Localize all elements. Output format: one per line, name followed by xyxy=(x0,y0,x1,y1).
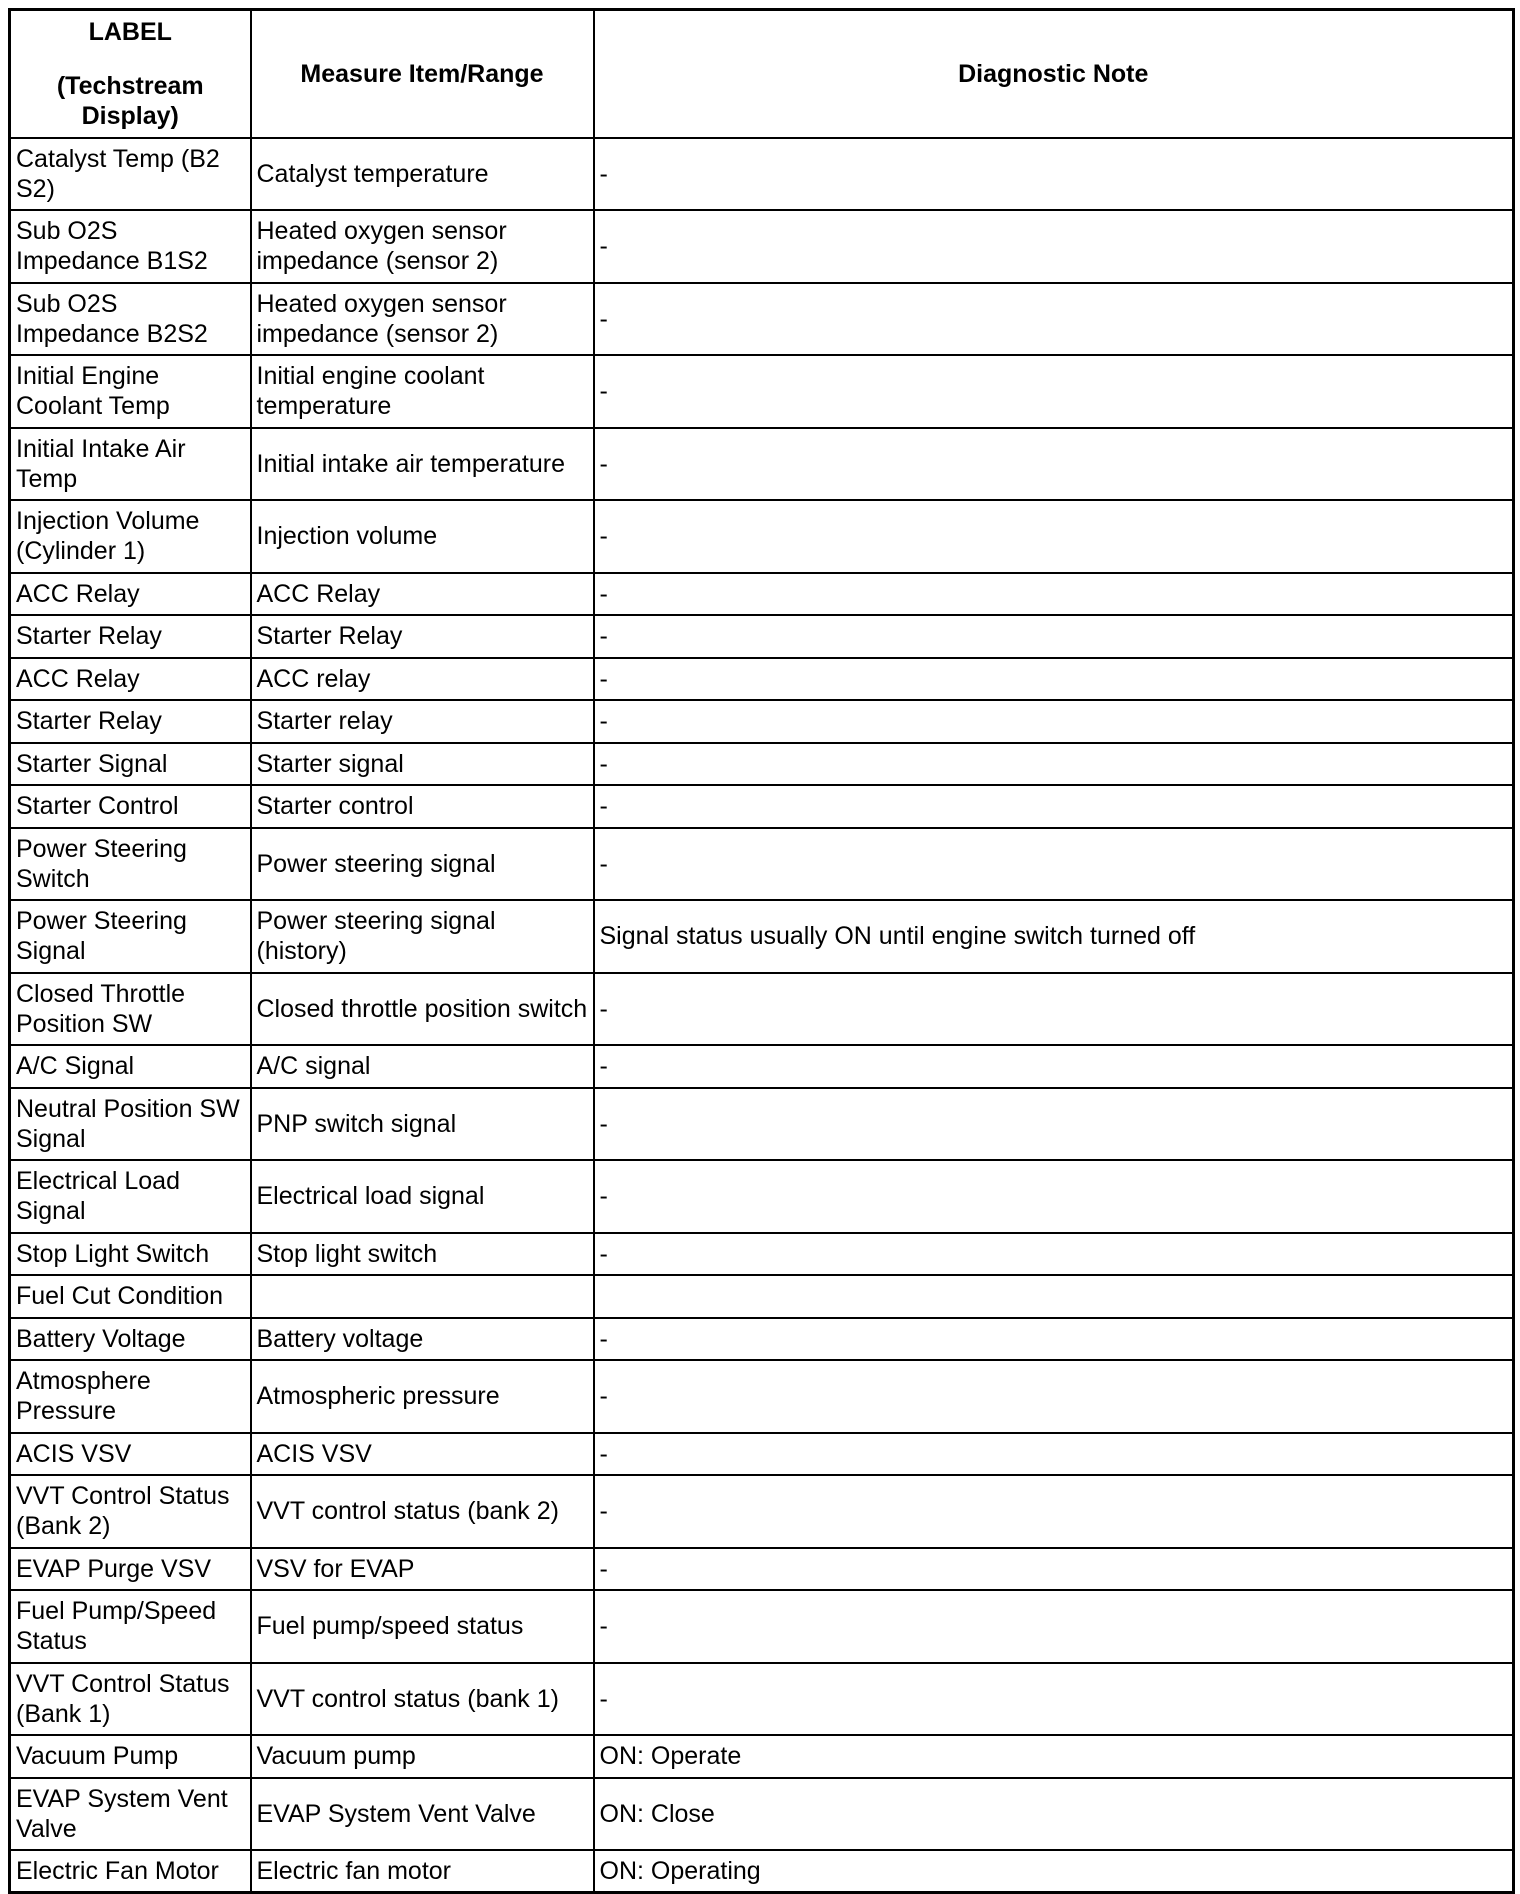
cell-measure-item: Closed throttle position switch xyxy=(251,973,594,1046)
cell-diagnostic-note: - xyxy=(594,700,1514,743)
table-body xyxy=(10,138,1514,1893)
cell-diagnostic-note xyxy=(594,1275,1514,1318)
cell-label: Stop Light Switch xyxy=(10,1233,251,1276)
cell-label: Atmosphere Pressure xyxy=(10,1360,251,1433)
cell-label: ACIS VSV xyxy=(10,1433,251,1476)
cell-diagnostic-note: - xyxy=(594,743,1514,786)
cell-diagnostic-note: - xyxy=(594,428,1514,501)
table-row xyxy=(10,1778,1514,1851)
cell-diagnostic-note: - xyxy=(594,573,1514,616)
cell-measure-item: Fuel pump/speed status xyxy=(251,1590,594,1663)
table-row xyxy=(10,355,1514,428)
table-row xyxy=(10,1160,1514,1233)
cell-diagnostic-note: - xyxy=(594,210,1514,283)
cell-diagnostic-note: - xyxy=(594,1590,1514,1663)
cell-label: Catalyst Temp (B2 S2) xyxy=(10,138,251,211)
cell-diagnostic-note: - xyxy=(594,973,1514,1046)
table-row xyxy=(10,428,1514,501)
table-row xyxy=(10,573,1514,616)
cell-diagnostic-note: ON: Operate xyxy=(594,1735,1514,1778)
cell-diagnostic-note: - xyxy=(594,500,1514,573)
cell-label: Initial Intake Air Temp xyxy=(10,428,251,501)
cell-diagnostic-note: - xyxy=(594,1045,1514,1088)
table-row xyxy=(10,658,1514,701)
header-label-line1: LABEL xyxy=(88,17,172,46)
cell-label: Power Steering Signal xyxy=(10,900,251,973)
cell-measure-item: A/C signal xyxy=(251,1045,594,1088)
cell-label: EVAP System Vent Valve xyxy=(10,1778,251,1851)
cell-label: Vacuum Pump xyxy=(10,1735,251,1778)
cell-diagnostic-note: - xyxy=(594,1160,1514,1233)
cell-diagnostic-note: - xyxy=(594,615,1514,658)
cell-measure-item: PNP switch signal xyxy=(251,1088,594,1161)
table-row xyxy=(10,1735,1514,1778)
cell-label: Electric Fan Motor xyxy=(10,1850,251,1893)
table-row xyxy=(10,1318,1514,1361)
cell-label: ACC Relay xyxy=(10,573,251,616)
cell-label: Power Steering Switch xyxy=(10,828,251,901)
table-row xyxy=(10,828,1514,901)
cell-measure-item: Heated oxygen sensor impedance (sensor 2) xyxy=(251,210,594,283)
table-row xyxy=(10,1045,1514,1088)
cell-measure-item: ACC relay xyxy=(251,658,594,701)
cell-measure-item: Battery voltage xyxy=(251,1318,594,1361)
table-row xyxy=(10,1548,1514,1591)
table-row xyxy=(10,500,1514,573)
cell-measure-item: ACC Relay xyxy=(251,573,594,616)
table-row xyxy=(10,900,1514,973)
cell-diagnostic-note: - xyxy=(594,1360,1514,1433)
cell-label: Electrical Load Signal xyxy=(10,1160,251,1233)
header-measure-item: Measure Item/Range xyxy=(251,10,594,138)
cell-label: Starter Relay xyxy=(10,615,251,658)
cell-measure-item: Starter control xyxy=(251,785,594,828)
cell-diagnostic-note: - xyxy=(594,1233,1514,1276)
cell-measure-item: Electrical load signal xyxy=(251,1160,594,1233)
cell-diagnostic-note: - xyxy=(594,658,1514,701)
table-row xyxy=(10,1663,1514,1736)
cell-diagnostic-note: ON: Operating xyxy=(594,1850,1514,1893)
table-row xyxy=(10,743,1514,786)
header-label-line2: (Techstream Display) xyxy=(56,71,204,130)
cell-label: Injection Volume (Cylinder 1) xyxy=(10,500,251,573)
cell-measure-item: Initial intake air temperature xyxy=(251,428,594,501)
table-row xyxy=(10,1233,1514,1276)
table-row xyxy=(10,973,1514,1046)
cell-label: VVT Control Status (Bank 1) xyxy=(10,1663,251,1736)
cell-measure-item: Vacuum pump xyxy=(251,1735,594,1778)
cell-label: Starter Relay xyxy=(10,700,251,743)
cell-diagnostic-note: - xyxy=(594,1088,1514,1161)
header-diagnostic-note: Diagnostic Note xyxy=(594,10,1514,138)
cell-measure-item: Heated oxygen sensor impedance (sensor 2) xyxy=(251,283,594,356)
data-list-table-container xyxy=(8,8,1515,1894)
cell-measure-item: Atmospheric pressure xyxy=(251,1360,594,1433)
cell-label: Sub O2S Impedance B2S2 xyxy=(10,283,251,356)
table-row xyxy=(10,138,1514,211)
cell-measure-item: VSV for EVAP xyxy=(251,1548,594,1591)
cell-measure-item: EVAP System Vent Valve xyxy=(251,1778,594,1851)
cell-label: Sub O2S Impedance B1S2 xyxy=(10,210,251,283)
cell-diagnostic-note: - xyxy=(594,1663,1514,1736)
cell-measure-item: Starter Relay xyxy=(251,615,594,658)
cell-measure-item: Power steering signal (history) xyxy=(251,900,594,973)
cell-measure-item: Starter relay xyxy=(251,700,594,743)
cell-measure-item: ACIS VSV xyxy=(251,1433,594,1476)
table-row xyxy=(10,1360,1514,1433)
table-row xyxy=(10,785,1514,828)
cell-measure-item: Catalyst temperature xyxy=(251,138,594,211)
cell-label: Fuel Cut Condition xyxy=(10,1275,251,1318)
cell-diagnostic-note: - xyxy=(594,1475,1514,1548)
cell-measure-item: Starter signal xyxy=(251,743,594,786)
cell-label: Starter Signal xyxy=(10,743,251,786)
cell-diagnostic-note: - xyxy=(594,355,1514,428)
cell-measure-item: Stop light switch xyxy=(251,1233,594,1276)
cell-diagnostic-note: - xyxy=(594,785,1514,828)
cell-diagnostic-note: - xyxy=(594,828,1514,901)
data-list-table xyxy=(8,8,1515,1894)
header-row xyxy=(10,10,1514,138)
cell-diagnostic-note: - xyxy=(594,1318,1514,1361)
table-row xyxy=(10,283,1514,356)
cell-label: EVAP Purge VSV xyxy=(10,1548,251,1591)
cell-label: Initial Engine Coolant Temp xyxy=(10,355,251,428)
cell-label: VVT Control Status (Bank 2) xyxy=(10,1475,251,1548)
cell-label: Fuel Pump/Speed Status xyxy=(10,1590,251,1663)
cell-label: ACC Relay xyxy=(10,658,251,701)
cell-measure-item xyxy=(251,1275,594,1318)
cell-diagnostic-note: Signal status usually ON until engine switch turned off xyxy=(594,900,1514,973)
cell-measure-item: VVT control status (bank 1) xyxy=(251,1663,594,1736)
header-label xyxy=(10,10,251,138)
cell-diagnostic-note: ON: Close xyxy=(594,1778,1514,1851)
cell-diagnostic-note: - xyxy=(594,138,1514,211)
table-row xyxy=(10,210,1514,283)
table-row xyxy=(10,1590,1514,1663)
cell-label: A/C Signal xyxy=(10,1045,251,1088)
cell-diagnostic-note: - xyxy=(594,1433,1514,1476)
cell-measure-item: Injection volume xyxy=(251,500,594,573)
cell-label: Neutral Position SW Signal xyxy=(10,1088,251,1161)
cell-measure-item: VVT control status (bank 2) xyxy=(251,1475,594,1548)
cell-label: Battery Voltage xyxy=(10,1318,251,1361)
table-row xyxy=(10,1475,1514,1548)
table-row xyxy=(10,1433,1514,1476)
table-row xyxy=(10,615,1514,658)
cell-measure-item: Electric fan motor xyxy=(251,1850,594,1893)
table-header xyxy=(10,10,1514,138)
cell-label: Closed Throttle Position SW xyxy=(10,973,251,1046)
cell-diagnostic-note: - xyxy=(594,1548,1514,1591)
table-row xyxy=(10,1850,1514,1893)
cell-diagnostic-note: - xyxy=(594,283,1514,356)
cell-measure-item: Initial engine coolant temperature xyxy=(251,355,594,428)
table-row xyxy=(10,700,1514,743)
table-row xyxy=(10,1088,1514,1161)
cell-label: Starter Control xyxy=(10,785,251,828)
table-row xyxy=(10,1275,1514,1318)
cell-measure-item: Power steering signal xyxy=(251,828,594,901)
